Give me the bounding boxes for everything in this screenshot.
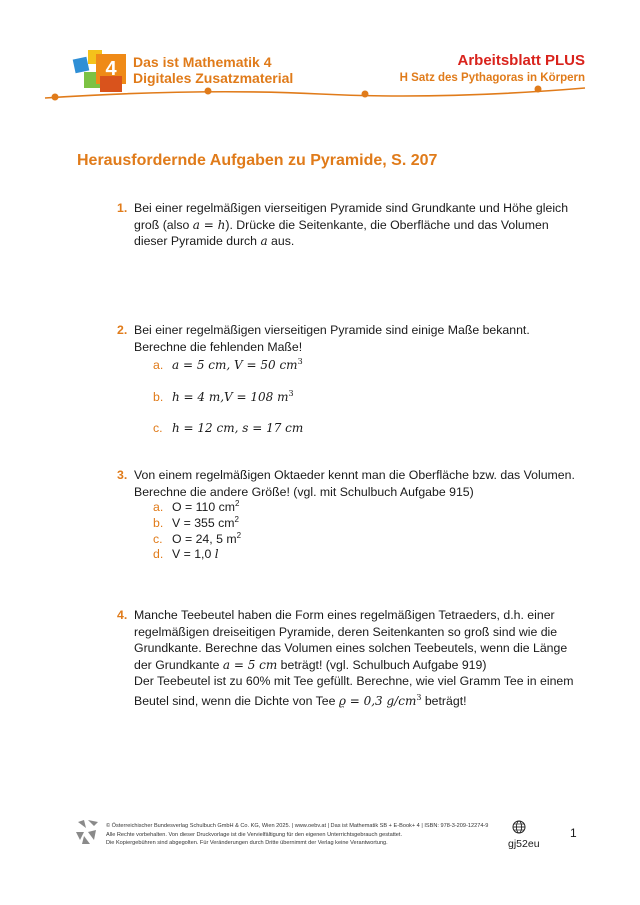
task-text: Bei einer regelmäßigen vierseitigen Pyramide sind einige Maße bekannt.: [134, 323, 530, 337]
publisher-logo-icon: [74, 818, 100, 846]
math-expression: h = 12 cm, s = 17 cm: [172, 421, 304, 435]
exponent: 3: [416, 692, 422, 702]
subtask-label: d.: [153, 547, 164, 561]
subtask-2b: [153, 389, 294, 404]
footer-line: Die Kopiergebühren sind abgegolten. Für Veränderungen durch Dritte übernimmt der Verlag keine Verantwortung.: [106, 840, 388, 847]
subtask-label: a.: [153, 500, 164, 515]
exponent: 2: [236, 531, 242, 540]
task-text: Berechne die fehlenden Maße!: [134, 339, 303, 354]
sheet-type: Arbeitsblatt PLUS: [457, 52, 585, 69]
subtask-text: O = 24, 5 m: [172, 532, 237, 547]
math-expression: h = 4 m,V = 108 m: [172, 390, 289, 405]
task-text: Der Teebeutel ist zu 60% mit Tee gefüllt. Berechne, wie viel Gramm Tee in einem: [134, 674, 574, 688]
task-number: 2.: [117, 323, 128, 337]
task-number: 4.: [117, 608, 128, 622]
series-title: Das ist Mathematik 4: [133, 54, 272, 70]
task-number: 1.: [117, 201, 128, 215]
logo-number: 4: [105, 58, 117, 80]
task-number: 3.: [117, 468, 128, 482]
task-text: ). Drücke die Seitenkante, die Oberfläche und das Volumen: [225, 217, 549, 232]
task-text-line: [134, 690, 584, 710]
task-text: aus.: [267, 234, 295, 248]
task-text: Von einem regelmäßigen Oktaeder kennt man die Oberfläche bzw. das Volumen.: [134, 468, 575, 482]
task-text: Berechne die andere Größe! (vgl. mit Schulbuch Aufgabe 915): [134, 484, 474, 499]
footer-line: © Österreichischer Bundesverlag Schulbuch GmbH & Co. KG, Wien 2025. | www.oebv.at | Das ist Mathematik SB + E-Book+ 4 | ISBN: 978-3-209-12274-9: [106, 823, 489, 829]
task-text-line: [134, 657, 584, 674]
task-text: dieser Pyramide durch: [134, 234, 261, 248]
subtask-label: a.: [153, 358, 164, 373]
exponent: 3: [288, 389, 294, 398]
task-text-line: [134, 217, 584, 234]
page-title: Herausfordernde Aufgaben zu Pyramide, S. 207: [77, 152, 438, 169]
task-text: Manche Teebeutel haben die Form eines regelmäßigen Tetraeders, d.h. einer: [134, 608, 555, 622]
math-expression: a = 5 cm, V = 50 cm: [172, 358, 298, 373]
subtask-2a: [153, 357, 303, 372]
task-text: beträgt! (vgl. Schulbuch Aufgabe 919): [277, 657, 487, 672]
copyright-notice: [106, 822, 488, 848]
task-text: Beutel sind, wenn die Dichte von Tee: [134, 693, 339, 708]
task-text: Grundkante. Berechne das Volumen eines solchen Teebeutels, wenn die Länge: [134, 641, 568, 655]
task-text: regelmäßigen dreiseitigen Pyramide, deren Seitenkanten so groß sind wie die: [134, 624, 558, 639]
subtask-label: b.: [153, 390, 164, 405]
subtask-text: V = 355 cm: [172, 516, 235, 531]
math-expression: ϱ = 0,3 g/cm: [338, 693, 417, 708]
subtask-text: V = 1,0: [172, 547, 215, 561]
exponent: 2: [235, 499, 240, 508]
page-number: 1: [570, 826, 577, 840]
subtask-text: O = 110 cm: [172, 500, 235, 515]
subtask-label: c.: [153, 532, 163, 547]
subtask-3d: [153, 547, 219, 561]
math-expression: a = 5 cm: [222, 657, 278, 672]
chapter-title: H Satz des Pythagoras in Körpern: [399, 72, 585, 84]
task-text-line: [134, 233, 584, 250]
task-text: groß (also: [134, 217, 193, 232]
online-code[interactable]: gj52eu: [508, 838, 540, 850]
subtask-3b: [153, 515, 239, 530]
task-text: der Grundkante: [134, 657, 223, 672]
math-expression: l: [214, 547, 219, 561]
math-expression: a = h: [192, 217, 226, 232]
subtask-2c: [153, 421, 303, 435]
task-text: Bei einer regelmäßigen vierseitigen Pyramide sind Grundkante und Höhe gleich: [134, 201, 569, 215]
subtask-3a: [153, 499, 239, 514]
math-expression: a: [260, 234, 268, 248]
series-subtitle: Digitales Zusatzmaterial: [133, 70, 294, 86]
subtask-label: b.: [153, 516, 164, 531]
subtask-3c: [153, 531, 241, 546]
exponent: 3: [297, 357, 303, 366]
exponent: 2: [234, 515, 239, 524]
globe-icon[interactable]: [512, 820, 526, 834]
subtask-label: c.: [153, 421, 163, 435]
header-divider: [0, 82, 640, 112]
task-text: beträgt!: [421, 693, 467, 708]
footer-line: Alle Rechte vorbehalten. Von dieser Druckvorlage ist die Vervielfältigung für den eigenen Unterrichtsgebrauch gestattet.: [106, 831, 403, 838]
